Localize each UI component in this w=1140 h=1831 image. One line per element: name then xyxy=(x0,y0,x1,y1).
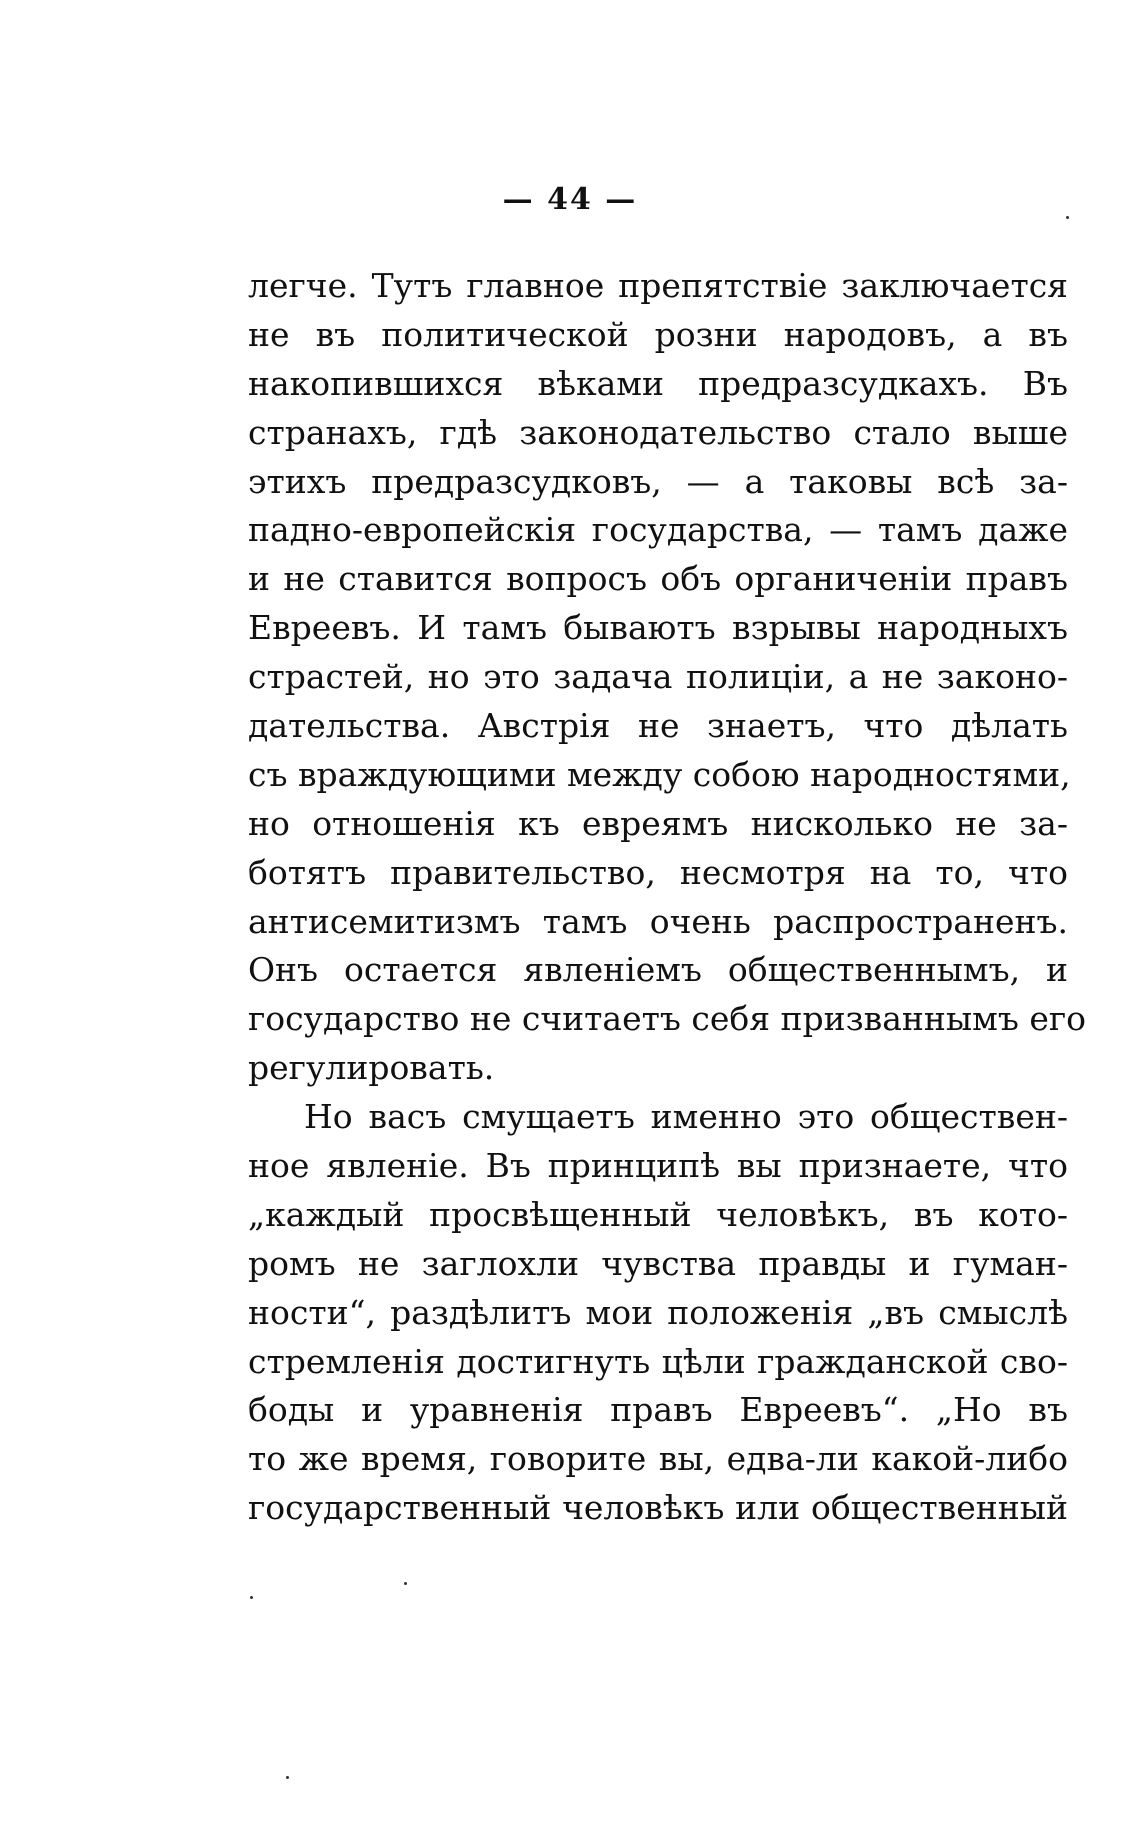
page-number: — 44 — xyxy=(502,182,638,217)
text-line: ромъ не заглохли чувства правды и гуман- xyxy=(248,1243,1068,1283)
text-line: и не ставится вопросъ объ органиченіи правъ xyxy=(248,559,1068,599)
text-line: съ враждующими между собою народностями, xyxy=(248,754,1071,794)
print-speck xyxy=(1066,216,1069,219)
text-line: государство не считаетъ себя призваннымъ его xyxy=(248,999,1087,1039)
text-line: странахъ, гдѣ законодательство стало выше xyxy=(248,412,1068,452)
text-line: антисемитизмъ тамъ очень распространенъ. xyxy=(248,901,1068,941)
print-speck xyxy=(286,1776,289,1779)
paragraph-1 xyxy=(248,262,1087,1093)
text-line: „каждый просвѣщенный человѣкъ, въ кото- xyxy=(248,1194,1068,1234)
text-line: но отношенія къ евреямъ нисколько не за- xyxy=(248,803,1068,843)
text-line: дательства. Австрія не знаетъ, что дѣлать xyxy=(248,706,1068,746)
text-line: регулировать. xyxy=(248,1048,495,1088)
body-text xyxy=(248,262,1087,1533)
text-line: ности“, раздѣлитъ мои положенія „въ смыслѣ xyxy=(248,1292,1068,1332)
text-line: падно-европейскія государства, — тамъ даже xyxy=(248,510,1068,550)
text-line: то же время, говорите вы, едва-ли какой-либо xyxy=(248,1439,1068,1479)
print-speck xyxy=(404,1582,407,1585)
text-line: Онъ остается явленіемъ общественнымъ, и xyxy=(248,950,1068,990)
text-line: ботятъ правительство, несмотря на то, что xyxy=(248,852,1068,892)
paragraph-2 xyxy=(248,1093,1068,1533)
text-line: Евреевъ. И тамъ бываютъ взрывы народныхъ xyxy=(248,608,1068,648)
text-line: этихъ предразсудковъ, — а таковы всѣ за- xyxy=(248,461,1068,501)
text-line: не въ политической розни народовъ, а въ xyxy=(248,314,1068,354)
text-line: государственный человѣкъ или общественный xyxy=(248,1488,1068,1528)
text-line: страстей, но это задача полиціи, а не законо- xyxy=(248,657,1068,697)
text-line: ное явленіе. Въ принципѣ вы признаете, что xyxy=(248,1146,1068,1186)
print-speck xyxy=(250,1596,253,1599)
text-line: стремленія достигнуть цѣли гражданской сво- xyxy=(248,1341,1068,1381)
text-line: накопившихся вѣками предразсудкахъ. Въ xyxy=(248,363,1068,403)
text-line: Но васъ смущаетъ именно это обществен- xyxy=(304,1097,1068,1137)
text-line: легче. Тутъ главное препятствіе заключается xyxy=(248,266,1068,305)
text-line: боды и уравненія правъ Евреевъ“. „Но въ xyxy=(248,1390,1068,1430)
